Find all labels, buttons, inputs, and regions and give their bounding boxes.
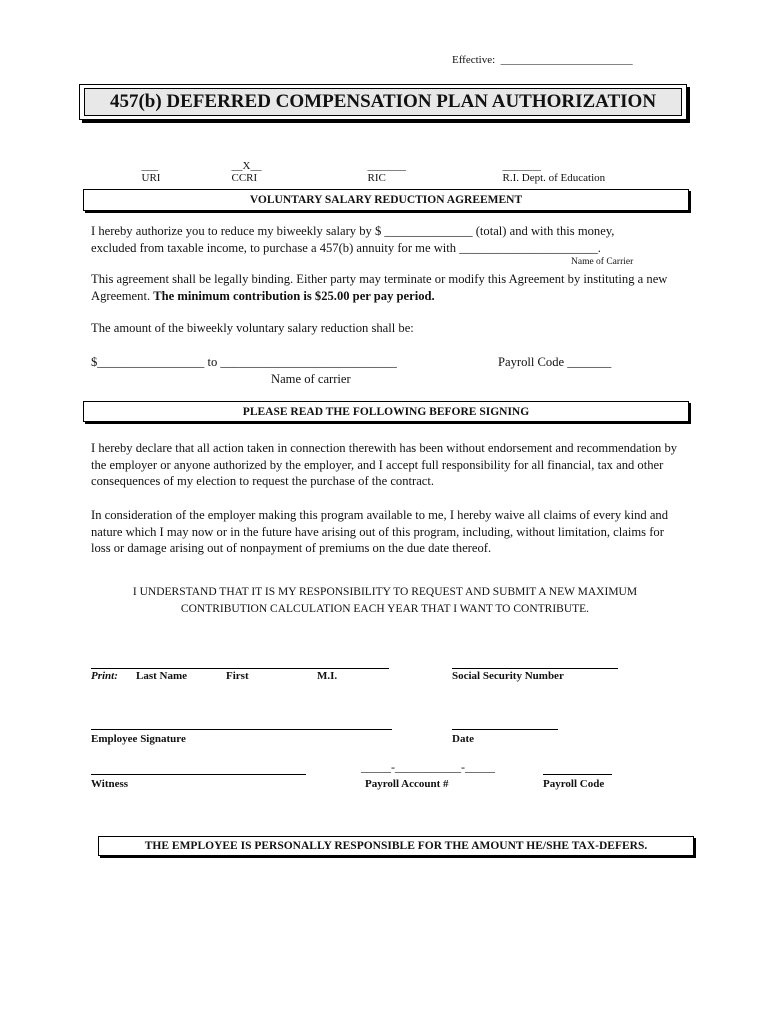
institution-label: RIC	[367, 172, 386, 184]
payroll-code-label: Payroll Code	[543, 778, 605, 790]
amount-carrier-field[interactable]: $_________________ to ____________________________	[91, 355, 397, 369]
print-name-line[interactable]	[91, 668, 389, 669]
responsibility-line-1: I UNDERSTAND THAT IT IS MY RESPONSIBILITY TO REQUEST AND SUBMIT A NEW MAXIMUM	[132, 586, 638, 598]
responsibility-line-2: CONTRIBUTION CALCULATION EACH YEAR THAT I WANT TO CONTRIBUTE.	[180, 602, 590, 615]
effective-date-field[interactable]: Effective: ________________________	[452, 54, 633, 66]
waiver-paragraph: In consideration of the employer making this program available to me, I hereby waive all claims of every kind and nature which I may now or in the future have arising out of this program, including, without limitation, claims for loss or damage arising out of nonpayment of premiums on the due date thereof.	[91, 508, 669, 555]
binding-text: This agreement shall be legally binding. Either party may terminate or modify this Agreement by instituting a new Agreement.	[91, 272, 668, 303]
institution-mark[interactable]: __X__	[231, 160, 262, 172]
reduction-amount-intro: The amount of the biweekly voluntary salary reduction shall be:	[91, 321, 414, 335]
date-label: Date	[452, 733, 474, 745]
authorization-line-1: I hereby authorize you to reduce my biweekly salary by $ ______________ (total) and with this money,	[91, 224, 615, 238]
payroll-code-field[interactable]: Payroll Code _______	[498, 355, 612, 369]
institution-mark[interactable]: ___	[141, 160, 158, 172]
institution-ric[interactable]	[362, 148, 406, 184]
payroll-code-line[interactable]	[543, 774, 612, 775]
page-title: 457(b) DEFERRED COMPENSATION PLAN AUTHORIZATION	[84, 88, 682, 116]
witness-label: Witness	[91, 778, 129, 790]
employee-signature-label: Employee Signature	[91, 733, 186, 745]
last-name-label: Last Name	[136, 670, 188, 682]
responsibility-statement	[91, 584, 679, 617]
institution-mark[interactable]: _______	[502, 160, 541, 172]
declaration-paragraph: I hereby declare that all action taken in connection therewith has been without endorsement and recommendation by the employer or anyone authorized by the employer, and I accept full responsibility for all financial, tax and other consequences of my election to request the purchase of the contract.	[91, 441, 678, 488]
minimum-contribution-note: The minimum contribution is $25.00 per pay period.	[153, 288, 435, 303]
employee-signature-line[interactable]	[91, 729, 392, 730]
footer-notice: THE EMPLOYEE IS PERSONALLY RESPONSIBLE FOR THE AMOUNT HE/SHE TAX-DEFERS.	[98, 836, 694, 856]
first-name-label: First	[226, 670, 249, 682]
institution-ri-dept-education[interactable]	[497, 148, 605, 184]
binding-paragraph	[91, 271, 691, 304]
section-heading-salary-reduction: VOLUNTARY SALARY REDUCTION AGREEMENT	[83, 189, 689, 211]
institution-label: URI	[141, 172, 161, 184]
witness-line[interactable]	[91, 774, 306, 775]
middle-initial-label: M.I.	[317, 670, 338, 682]
payroll-account-field[interactable]: _____-___________-_____	[361, 760, 495, 774]
print-label: Print:	[91, 670, 118, 682]
ssn-line[interactable]	[452, 668, 618, 669]
institution-uri[interactable]	[136, 148, 160, 184]
section-heading-read-before-signing: PLEASE READ THE FOLLOWING BEFORE SIGNING	[83, 401, 689, 422]
institution-label: R.I. Dept. of Education	[502, 172, 606, 184]
date-line[interactable]	[452, 729, 558, 730]
carrier-note: Name of Carrier	[571, 257, 634, 267]
title-box	[79, 84, 687, 120]
payroll-account-label: Payroll Account #	[365, 778, 449, 790]
institution-label: CCRI	[231, 172, 258, 184]
name-of-carrier-label: Name of carrier	[271, 372, 351, 386]
institution-ccri[interactable]	[226, 148, 261, 184]
institution-mark[interactable]: _______	[367, 160, 406, 172]
authorization-line-2: excluded from taxable income, to purchase a 457(b) annuity for me with ______________________.	[91, 241, 601, 255]
ssn-label: Social Security Number	[452, 670, 564, 682]
